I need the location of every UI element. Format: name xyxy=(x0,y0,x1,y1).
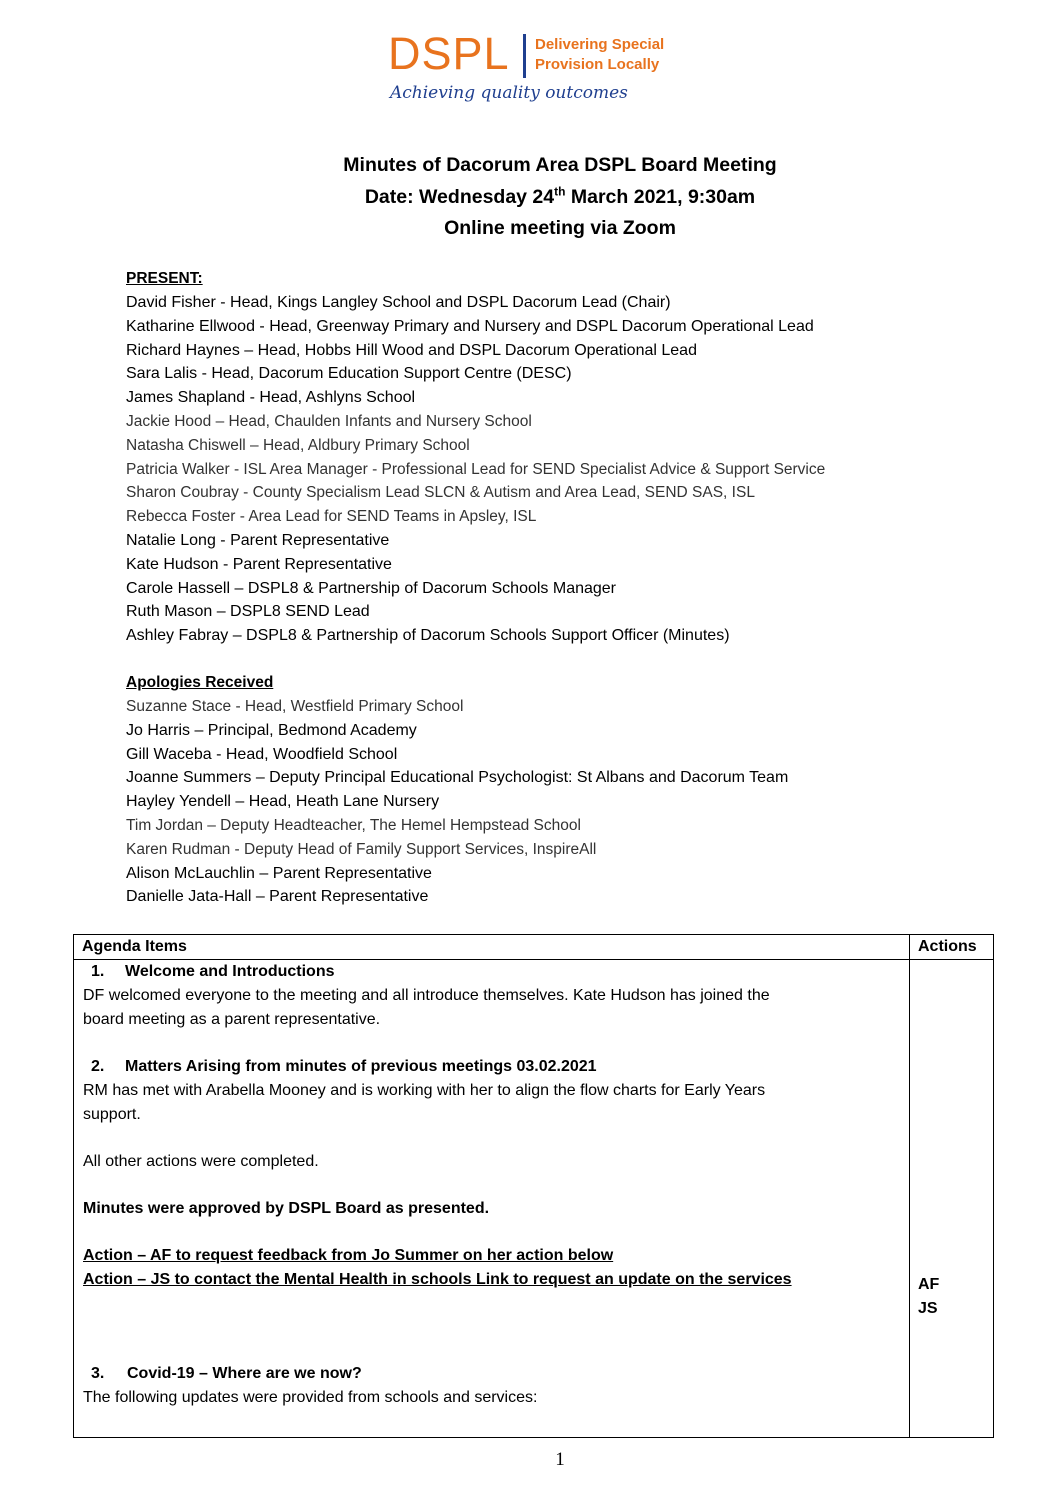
present-item: Natasha Chiswell – Head, Aldbury Primary School xyxy=(126,436,470,454)
present-item: Ashley Fabray – DSPL8 & Partnership of Dacorum Schools Support Officer (Minutes) xyxy=(126,627,730,645)
present-item: Ruth Mason – DSPL8 SEND Lead xyxy=(126,603,370,621)
apologies-section xyxy=(126,671,788,909)
agenda-paragraph: All other actions were completed. xyxy=(83,1153,319,1170)
logo-text xyxy=(535,35,664,75)
agenda-item-title-text: Covid-19 – Where are we now? xyxy=(127,1365,362,1382)
present-item: Jackie Hood – Head, Chaulden Infants and Nursery School xyxy=(126,412,532,430)
apologies-item: Karen Rudman - Deputy Head of Family Support Services, InspireAll xyxy=(126,840,597,858)
agenda-paragraph: support. xyxy=(83,1106,141,1123)
present-item: Kate Hudson - Parent Representative xyxy=(126,555,392,573)
apologies-item: Gill Waceba - Head, Woodfield School xyxy=(126,745,398,763)
action-owner: AF xyxy=(918,1276,940,1293)
agenda-paragraph: RM has met with Arabella Mooney and is working with her to align the flow charts for Early Years xyxy=(83,1082,766,1099)
agenda-item-title-text: Matters Arising from minutes of previous meetings 03.02.2021 xyxy=(125,1058,597,1075)
logo-acronym: DSPL xyxy=(388,28,510,79)
present-item: Rebecca Foster - Area Lead for SEND Teams in Apsley, ISL xyxy=(126,508,537,526)
action-owner: JS xyxy=(918,1300,938,1317)
document-title xyxy=(0,150,1058,245)
present-item: David Fisher - Head, Kings Langley School and DSPL Dacorum Lead (Chair) xyxy=(126,294,671,311)
present-item: James Shapland - Head, Ashlyns School xyxy=(126,389,416,407)
present-item: Sharon Coubray - County Specialism Lead SLCN & Autism and Area Lead, SEND SAS, ISL xyxy=(126,484,755,502)
logo-tagline: Achieving quality outcomes xyxy=(390,83,628,103)
present-heading: PRESENT: xyxy=(126,270,203,287)
dspl-logo xyxy=(384,28,684,108)
agenda-items-header: Agenda Items xyxy=(74,935,910,960)
agenda-item-number: 2. xyxy=(91,1058,105,1075)
agenda-item-number: 1. xyxy=(91,963,105,980)
present-item: Sara Lalis - Head, Dacorum Education Support Centre (DESC) xyxy=(126,365,572,383)
present-section xyxy=(126,267,825,648)
apologies-item: Joanne Summers – Deputy Principal Educational Psychologist: St Albans and Dacorum Team xyxy=(126,769,789,787)
agenda-item-3-title xyxy=(83,1362,901,1386)
apologies-item: Hayley Yendell – Head, Heath Lane Nursery xyxy=(126,793,440,811)
title-line-1: Minutes of Dacorum Area DSPL Board Meeting xyxy=(343,154,777,176)
logo-line-2: Provision Locally xyxy=(535,56,660,73)
minutes-approved: Minutes were approved by DSPL Board as presented. xyxy=(83,1200,490,1217)
action-line: Action – JS to contact the Mental Health in schools Link to request an update on the services xyxy=(83,1271,792,1288)
actions-content xyxy=(910,960,994,1438)
apologies-item: Danielle Jata-Hall – Parent Representative xyxy=(126,888,429,906)
agenda-paragraph: board meeting as a parent representative. xyxy=(83,1011,381,1028)
apologies-item: Jo Harris – Principal, Bedmond Academy xyxy=(126,721,417,739)
action-line: Action – AF to request feedback from Jo Summer on her action below xyxy=(83,1247,614,1264)
agenda-item-1-title xyxy=(83,960,901,984)
apologies-item: Suzanne Stace - Head, Westfield Primary School xyxy=(126,698,464,715)
title-date-prefix: Date: Wednesday 24 xyxy=(364,185,555,208)
agenda-item-title-text: Welcome and Introductions xyxy=(125,963,335,980)
agenda-paragraph: The following updates were provided from schools and services: xyxy=(83,1389,538,1406)
present-item: Katharine Ellwood - Head, Greenway Primary and Nursery and DSPL Dacorum Operational Lead xyxy=(126,317,814,335)
agenda-paragraph: DF welcomed everyone to the meeting and all introduce themselves. Kate Hudson has joined the xyxy=(83,987,770,1004)
title-date-suffix: March 2021, 9:30am xyxy=(565,185,756,208)
present-item: Patricia Walker - ISL Area Manager - Professional Lead for SEND Specialist Advice & Support Service xyxy=(126,460,826,478)
title-date-sup: th xyxy=(554,184,566,198)
logo-line-1: Delivering Special xyxy=(535,36,665,53)
agenda-item-number: 3. xyxy=(91,1365,105,1382)
present-item: Richard Haynes – Head, Hobbs Hill Wood and DSPL Dacorum Operational Lead xyxy=(126,341,697,359)
actions-header: Actions xyxy=(910,935,994,960)
present-item: Carole Hassell – DSPL8 & Partnership of Dacorum Schools Manager xyxy=(126,579,617,597)
agenda-table xyxy=(73,934,994,1438)
logo-divider xyxy=(523,34,526,78)
present-item: Natalie Long - Parent Representative xyxy=(126,531,390,549)
agenda-content xyxy=(74,960,910,1438)
apologies-heading: Apologies Received xyxy=(126,674,274,691)
agenda-item-2-title xyxy=(83,1055,901,1079)
apologies-item: Tim Jordan – Deputy Headteacher, The Hemel Hempstead School xyxy=(126,816,581,834)
agenda-body-row xyxy=(74,960,994,1438)
apologies-item: Alison McLauchlin – Parent Representative xyxy=(126,864,432,882)
title-line-3: Online meeting via Zoom xyxy=(444,217,676,239)
page-number: 1 xyxy=(555,1449,565,1470)
title-date xyxy=(0,182,1058,214)
agenda-header-row xyxy=(74,935,994,960)
